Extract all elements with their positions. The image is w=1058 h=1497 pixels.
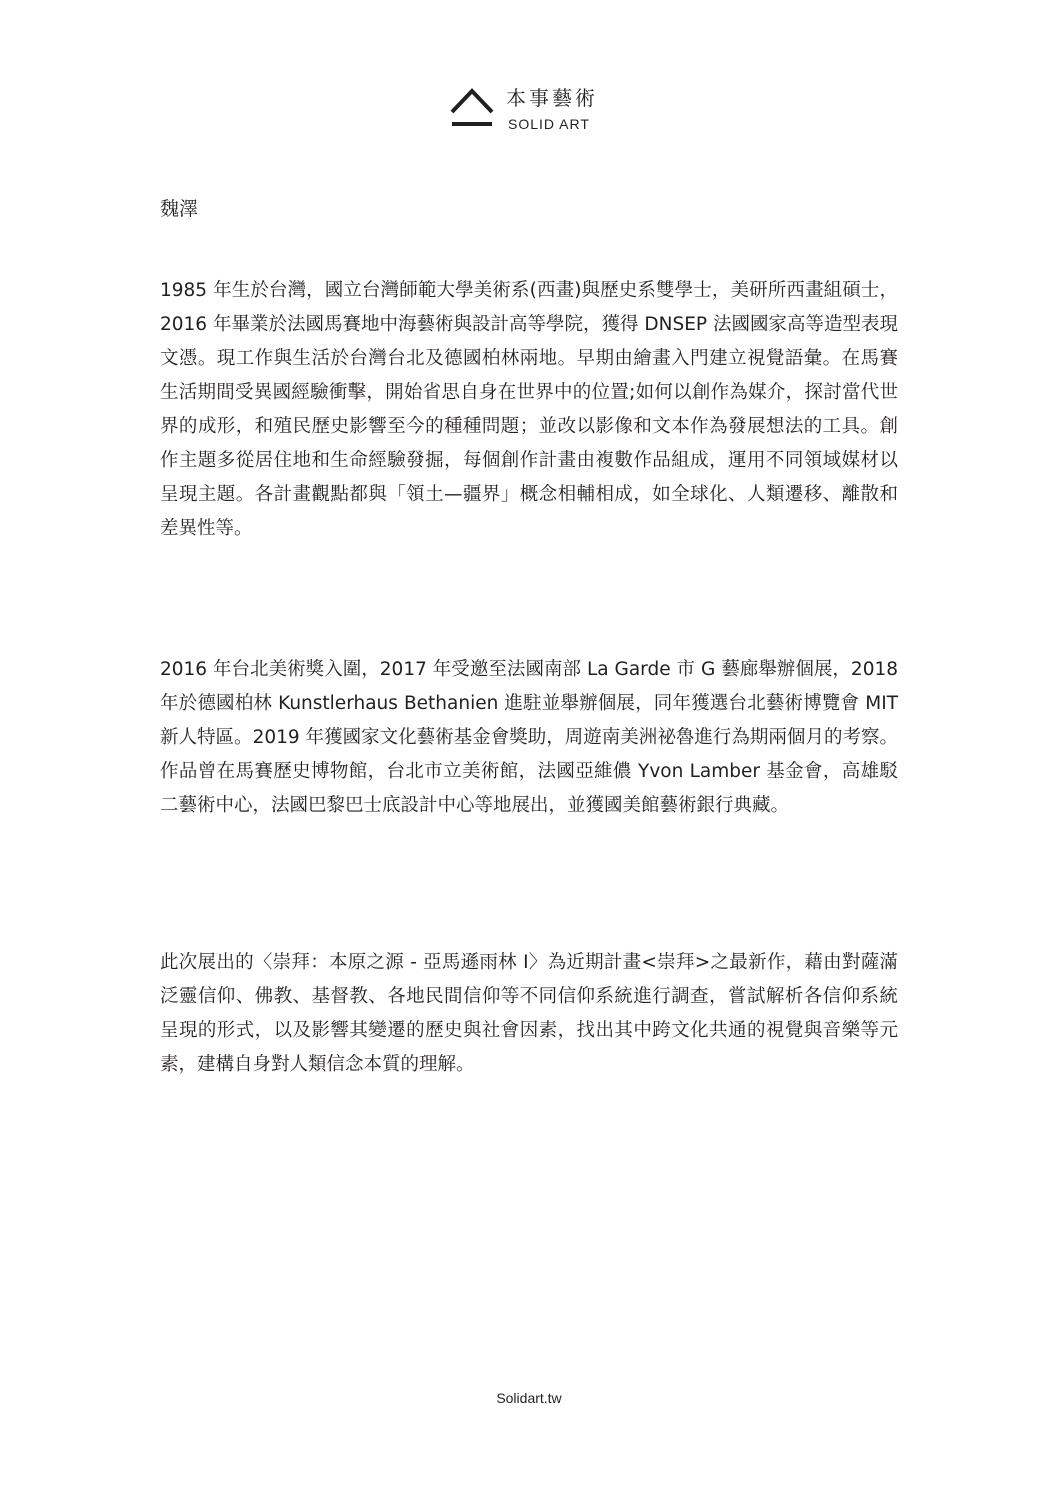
biography-paragraph: 1985 年生於台灣，國立台灣師範大學美術系(西畫)與歷史系雙學士，美研所西畫組碩士，2016 年畢業於法國馬賽地中海藝術與設計高等學院，獲得 DNSEP 法國國家高等造型表現文憑。現工作與生活於台灣台北及德國柏林兩地。早期由繪畫入門建立視覺語彙。在馬賽生活期間受異國經驗衝擊，開始省思自身在世界中的位置;如何以創作為媒介，探討當代世界的成形，和殖民歷史影響至今的種種問題；並改以影像和文本作為發展想法的工具。創作主題多從居住地和生命經驗發掘，每個創作計畫由複數作品組成，運用不同領域媒材以呈現主題。各計畫觀點都與「領土—疆界」概念相輔相成，如全球化、人類遷移、離散和 差異性等。 [160, 280, 898, 539]
artist-name: 魏澤 [160, 198, 199, 220]
solid-art-logo [450, 84, 620, 134]
exhibition-history-paragraph: 2016 年台北美術獎入圍，2017 年受邀至法國南部 La Garde 市 G 藝廊舉辦個展，2018 年於德國柏林 Kunstlerhaus Bethanien 進駐並舉辦個展，同年獲選台北藝術博覽會 MIT 新人特區。2019 年獲國家文化藝術基金會獎助，周遊南美洲祕魯進行為期兩個月的考察。作品曾在馬賽歷史博物館，台北市立美術館，法國亞維儂 Yvon Lamber 基金會，高雄駁二藝術中心，法國巴黎巴士底設計中心等地展出，並獲國美館藝術銀行典藏。 [160, 659, 898, 816]
artwork-description-paragraph: 此次展出的〈崇拜：本原之源 - 亞馬遜雨林 I〉為近期計畫<崇拜>之最新作，藉由對薩滿泛靈信仰、佛教、基督教、各地民間信仰等不同信仰系統進行調查，嘗試解析各信仰系統呈現的形式，以及影響其變遷的歷史與社會因素，找出其中跨文化共通的視覺與音樂等元素，建構自身對人類信念本質的理解。 [160, 952, 898, 1075]
logo-english-name: SOLID ART [508, 116, 590, 132]
footer-website: Solidart.tw [496, 1390, 562, 1406]
logo-chinese-name: 本事藝術 [506, 86, 598, 110]
solid-art-roof-mark-icon [450, 86, 494, 130]
